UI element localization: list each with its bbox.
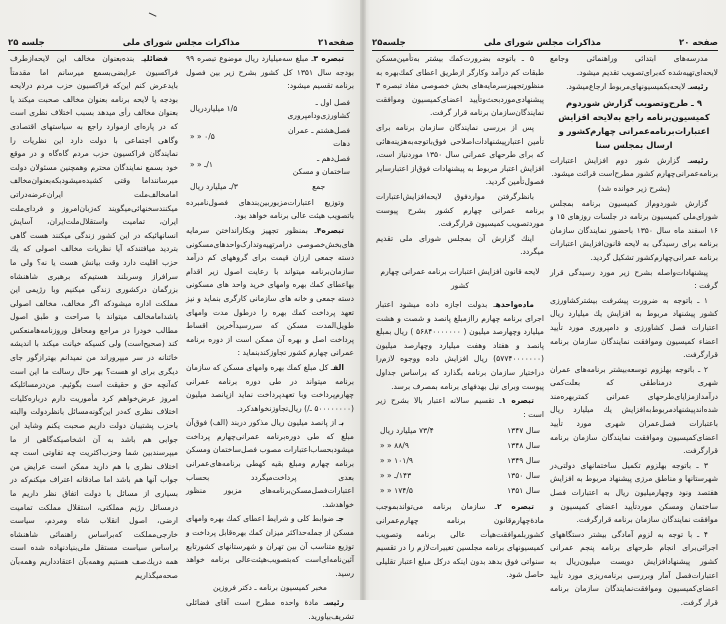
- paragraph: ۲ ـ باتوجه بهلزوم توسعه‌بیشتر برنامه‌های عمران شهری درمناطقی که بعلت‌کمی درآمدازمزایای‌طرحهای عمرانی کمتر‌بهره‌مند شده‌اند‌پیشنهادمربوط‌به‌افزایش یك میلیارد ریال باعتبارات فصل‌عمران شهری مورد تأیید اعضای‌کمیسیون وموافقت نمایندگان سازمان برنامه قرارگرفت.: [550, 364, 718, 456]
- session-number: جلسه ۲۵: [8, 38, 45, 48]
- reading-note: (بشرح زیر خوانده شد): [597, 183, 671, 193]
- table-cell: فصل‌هشتم ـ عمران دهات: [288, 125, 350, 148]
- paragraph-text: ـ لایحه‌بکمیسیونهای‌مربوط ارجاع‌میشود.: [566, 82, 690, 92]
- table-cell: جمع: [312, 181, 326, 191]
- table-cell: فصل اول ـ کشاورزی‌ودامپروری: [287, 97, 350, 120]
- paragraph: پس از بررسی نمایندگان سازمان برنامه برای تأمین اعتبارپیشنهادات‌اصلاحی فوق‌باتوجه‌به‌هزینه‌هائی که برای طرحهای عمرانی سال ۱۳۵۰ موردنیاز است، افزایش اعتبار مربوط به پیشنهادات فوق‌از اعتبارسایر فصول‌تأمین گردید.: [376, 122, 544, 187]
- paragraph-text: ـ سازمان برنامه می‌تواندبموجب مادهٔ‌چهارم‌قانون برنامه چهارم‌عمرانی کشوربلموافقت‌هیأت عالی برنامه وتصویب کمیسیونهای برنامه مجلسین تغییرات‌لازم را در تقسیم سنواتی فوق بدهد بدون اینکه درکل مبلغ اعتبار تقلیلی حاصل شود.: [376, 502, 544, 580]
- paragraph: اینك گزارش آن بمجلس شورای ملی تقدیم میگردد.: [376, 233, 544, 257]
- speaker-label: رئیس: [689, 82, 708, 92]
- clause-label: ج: [338, 514, 344, 524]
- page-number: صفحه ۲۰: [679, 38, 718, 48]
- paragraph-text: ـ بنده‌بعنوان مخالف این لایحه‌ازطرف فراکسیون عرایضی‌بسمع میرسانم اما مقدمتاً بایدعرض کنم این‌که فراکسیون حزب مردم درلایحه بودجه یا لایحه برنامه بعنوان مخالف صحبت میکند یا بعنوان مخالف رأی میدهد بسبب اختلاف نظری است که در پاره‌ای ازموارد راجع به سیاستهای اقتصادی وگاهی اجتماعی با دولت دارد این نظریات را نمایندگان فراکسیون حزب مردم گاه‌گاه و در موقع خود بسمع نمایندگان محترم وهمچنین مسئولان دولت میرساننداما وقتی کشیده‌میشودبکه‌بعنوان‌مخالف امامخالف‌ملت ایران‌عرضه‌دراتی میکنندسخنهائی‌میگویند که‌زبان‌امروز و فردای‌ملت ایران، تمامیت واستقلال‌ملت‌ایران، آسایش انسانهائیکه در این کشور زندگی میکنند هست گاهی بتردید میافتندکه آیا نظریات مخالف اصولی که یك حزب اقلیت دارد وقت بیانش هست یا نه؟ ولی ما سرافراز وسربلند هستیم‌که برهبری شاهنشاه بزرگمان درکشوری زندگی میکنیم وبا رژیمی این مملکت اداره میشودکه اگر مخالف، مخالف اصولی باشد‌امامخالف میتواند با صراحت و طبق اصول مطالب خودرا در مراجع ومحافل وروزنامه‌هامنعکس کند (صحیح‌است) ولی کسیکه خیانت میکند با اندیشه خائنانه در سر میپروراند من نمیدانم بهتراز‌گور جای دیگری برای او هست؟ بهر حال رسالت ما این است که‌آنچه حق و حقیقت است بگوئیم. من‌درمسائلیکه امروز عرض‌خواهم کرد مأموریت دارم درباره‌کلیات اختلاف نظری که‌در این‌گونه‌مسائل بانظردولت والبته باحزب پشتیبان دولت داریم صحبت یکنم وشاید این جوابی هم باشد به آن اشخاصیکه‌گاهی از ما میپرسندبین شما وحزب‌اکثریت چه تفاوتی است چه اختلاف نظری با هم دارید ممکن است عرایض من جواب آنها هم باشد اما صادقانه اعتراف میکنم‌که در بسیاری از مسائل با دولت اتفاق نظر داریم ما درمسائل رژیم مملکتی، استقلال مملکت تمامیت ارضی، اصول انقلاب شاه ومردم، سیاست خارجی‌مملکت که‌براساس راهنمائی شاهنشاه براساس سیاست مستقل ملی‌بنیادنهاده شده است همه دریك‌صف هستیم وهمه‌بآن اعتقادداریم وهمه‌بآن صحه‌میگذاریم: [10, 54, 178, 580]
- table-row: [376, 438, 544, 453]
- table-cell: ۱/۵ میلیاردریال: [190, 104, 238, 114]
- pen-mark: [148, 12, 157, 19]
- table-row: [376, 423, 544, 438]
- rapporteur-signature: مخبر کمیسیون برنامه ـ دکتر فروزین: [212, 583, 327, 593]
- paragraph-text: ـ از پانصد میلیون ریال مذکور دربند (الف) فوق‌آن مبلغ که طی دوره‌برنامه عمرانی‌چهارم پرداخت میشودبحساب‌اعتبارات مصوب فصل‌ساختمان ومسکن برنامه چهارم ومبلغ بقیه کهطی برنامه‌های‌عمرانی بعدی پرداخت‌میگردد بحساب اعتبارات‌فصل‌مسکن‌برنامه‌های مزبور منظور خواهدشد.: [186, 418, 354, 509]
- speaker-label: رئیس: [325, 598, 344, 607]
- paragraph-text: ـ ضوابط کلی و شرایط اعطای کمك بهره وامهای مسکن از جمله‌حداکثر میزان کمك بهره‌قابل پرداخت و توزیع متناسب آن بین تهران و شهرستانهای کشورتابع آئین‌نامه‌ای‌است که‌بتصویب‌هیئت‌عالی برنامه خواهد رسید.: [186, 514, 354, 578]
- table-row: [186, 95, 354, 123]
- paragraph: مدرسه‌های ابتدائی وراهنمائی وجامع لایحه‌ای‌تهیه‌شده که‌برای‌تصویب تقدیم میشود.: [550, 54, 718, 77]
- paragraph: وتوزیع اعتبارات‌مزبوربین‌بندهای فصول‌نامبرده باتصویب هیئت عالی برنامه خواهد بود.: [186, 197, 354, 221]
- paragraph: [186, 596, 354, 623]
- running-title: مذاکرات مجلس شورای ملی: [122, 38, 240, 48]
- clause-label: الف: [333, 362, 344, 372]
- paragraph: ۵ ـ باتوجه بضرورت‌کمك بیشتر به‌تأمین‌مسکن طبقات کم درآمد وکارگر ازطریق اعطای کمك‌بهره به منظورتجهیزسرمایه‌های بخش خصوصی مفاد تبصره ۳ پیشنهادی‌موردبحث‌وتأیید اعضای‌کمیسیون وموافقت نمایندگان‌سازمان برنامه قرار گرفت.: [376, 54, 544, 118]
- page-number: صفحه۲۱: [317, 38, 354, 48]
- table-cell: ۸۸/۹ « «: [380, 441, 409, 451]
- table-cell: سال ۱۳۵۱: [507, 486, 540, 496]
- paragraph: [376, 298, 544, 393]
- paragraph: [550, 154, 718, 181]
- paragraph: [550, 80, 718, 94]
- table-cell: سال ۱۳۴۹: [507, 456, 540, 466]
- note-label: تبصره۴: [316, 225, 344, 235]
- note-label: تبصره ۳: [313, 54, 344, 63]
- table-row: [186, 179, 354, 194]
- table-cell: ۷۳/۴ میلیارد ریال: [380, 426, 434, 436]
- paragraph: [186, 512, 354, 580]
- table-cell: سال ۱۳۵۰: [507, 471, 540, 481]
- paragraph: [186, 52, 354, 93]
- yearly-allocation-table: [376, 423, 544, 498]
- table-cell: ۱۷۴/۵ « «: [380, 486, 413, 496]
- table-row: [376, 453, 544, 468]
- allocation-table: [186, 95, 354, 194]
- right-page-header: [372, 36, 718, 51]
- right-page: [364, 0, 726, 607]
- table-row: [376, 468, 544, 483]
- left-page-header: [8, 36, 354, 51]
- table-row: [376, 483, 544, 498]
- right-page-column-right: [550, 52, 718, 610]
- paragraph-text: ـ مبلغ سه‌میلیارد ریال موضوع تبصره ۹۹ بودجه سال ۱۳۵۱ کل کشور بشرح زیر بین فصول برنامه تقسیم میشود:: [186, 54, 354, 91]
- paragraph: گزارش شوردوم‌از کمیسیون برنامه بمجلس شورای‌ملی کمیسیون برنامه در جلسات روزهای ۱۵ و ۱۶ اسفند ماه سال ۱۳۵۰ باحضور نمایندگان سازمان برنامه برای رسیدگی به لایحه قانون‌افزایش اعتبارات برنامه عمرانی‌چهارم‌کشور تشکیل گردید.: [550, 198, 718, 262]
- paragraph: ۴ ـ با توجه به لزوم آمادگی بیشتر دستگاههای اجرائی‌برای انجام طرحهای برنامه پنجم عمرانی کشور پیشنهادافزایش دویست میلیون‌ریال به اعتبارات‌فصل آمار وبررسی برنامه‌ریزی مورد تأیید اعضای‌کمیسیون وموافقت‌نمایندگان سازمان برنامه قرار گرفت.: [550, 529, 718, 607]
- speaker-label: رئیس: [689, 155, 708, 165]
- table-cell: ۱۴۳/ـ « «: [380, 471, 412, 481]
- table-cell: سال ۱۳۴۷: [507, 426, 540, 436]
- speaker-label: فضائلی: [143, 54, 168, 63]
- paragraph: [376, 394, 544, 421]
- paragraph: ۱ ـ باتوجه به ضرورت پیشرفت بیشترکشاورزی کشور پیشنهاد مربوط به افزایش یك میلیارد ریال اعتبارات فصل کشاورزی و دامپروری مورد تأیید اعضاء کمیسیون وموافقت نمایندگان سازمان برنامه قرارگرفت.: [550, 295, 718, 360]
- table-cell: فصل‌دهم ـ ساختمان و مسکن: [292, 153, 350, 176]
- paragraph: [376, 500, 544, 582]
- paragraph: [186, 416, 354, 511]
- table-row: [186, 123, 354, 151]
- right-page-column-left: [376, 52, 544, 583]
- table-cell: ۱۰۱/۹ « «: [380, 456, 413, 466]
- table-cell: سال ۱۳۴۸: [507, 441, 540, 451]
- paragraph-text: ـ بمنظور تجهیز وبکارانداختن سرمایه های‌بخش‌خصوصی درامرتهیه‌وتدارک‌واحدهای‌مسکونی دسته جمعی ارزان قیمت برای گروههای کم درآمد سازمان‌برنامه میتواند با رعایت اصول زیر اقدام بهاعطای کمك بهره وامهای خرید واحد های مسکونی دسته جمعی و خانه های سازمانی کارگری بنماید و نیز تعهد پرداخت کمك بهره را درطول مدت وامهای طویل‌المدت مسکن که سررسیدآخرین اقساط پرداخت اصل و بهره آن ممکن است از دوره برنامه عمرانی چهارم کشور تجاوزکندبنماید :: [186, 225, 354, 358]
- paragraph: [10, 52, 178, 582]
- paragraph-text: ـ گزارش شور دوم افزایش اعتبارات برنامه‌عمرانی‌چهارم کشور مطرح‌است قرائت میشود.: [550, 155, 718, 179]
- left-page: [0, 0, 362, 621]
- running-title: مذاکرات مجلس شورای ملی: [483, 38, 601, 48]
- table-cell: ۰/۵ « «: [190, 132, 215, 142]
- left-page-column-left: [10, 52, 178, 583]
- table-cell: ۳/ـ میلیارد ریال: [190, 181, 238, 191]
- paragraph: [186, 224, 354, 360]
- paragraph-text: ـ مادهٔ واحده مطرح است آقای فضائلی تشریف‌بیاورید.: [186, 598, 354, 621]
- left-page-column-right: [186, 52, 354, 624]
- paragraph-text: ـ تقسیم سالانه اعتبار بالا بشرح زیر است :: [376, 396, 544, 419]
- paragraph-text: ـ بدولت اجازه داده میشود اعتبار اجرای برنامه چهارم راازمبلغ پانصد و شصت و هشت میلیارد وچهارصد میلیون ( ۵۶۸۴۰۰۰۰۰۰۰ ) ریال بمبلغ پانصد و هفتاد وهفت میلیارد وچهارصد میلیون (۵۷۷۴۰۰۰۰۰۰۰) ریال افزایش داده ووجوه لازم‌را دراختیار سازمان برنامه بگذارد که براساس جداول پیوست وبرای نیل بهدفهای برنامه بمصرف برسد.: [376, 300, 544, 391]
- note-label: تبصره ۱: [501, 396, 534, 406]
- agenda-item-heading: ۹ ـ طرح‌وتصویب گزارش شوردوم کمیسیون‌برنامه راجع به‌لایحه افزایش اعتبارات‌برنامه‌عمرانی چهارم‌کشور و ارسال بمجلس سنا: [558, 97, 710, 150]
- paragraph: [186, 361, 354, 415]
- table-cell: ۱/ـ « «: [190, 160, 213, 170]
- session-number: جلسه۲۵: [372, 38, 406, 48]
- note-label: تبصره ۲: [497, 502, 534, 512]
- clause-label: ب: [341, 418, 344, 428]
- paragraph: پیشنهادات‌واصله بشرح زیر مورد رسیدگی قرار گرفت :: [550, 267, 718, 291]
- table-row: [186, 151, 354, 179]
- article-label: ماده‌واحده: [495, 300, 534, 310]
- paragraph: بانظر‌گرفتن مواردفوق لایحه‌افزایش‌اعتبارات برنامه عمرانی چهارم کشور بشرح پیوست موردتصویب کمیسیون قرارگرفت.: [376, 191, 544, 229]
- bill-title: لایحه قانون افزایش اعتبارات برنامه عمرانی چهارم کشور: [380, 266, 540, 290]
- paragraph-text: ـ کل مبلغ کمك بهره وامهای مسکن که سازمان برنامه میتواند در طی دوره برنامه عمرانی چهارم‌پرداخت وبا تعهدپرداخت نماید ازپانصد میلیون (۵۰۰۰۰۰۰۰۰ ـ/) ریال‌تجاوزنخواهدکرد.: [186, 362, 354, 413]
- paragraph: ۳ ـ باتوجه بهلزوم تکمیل ساختمانهای دولتی‌در شهرستانها و مناطق مرزی پیشنهاد مربوط به افزایش هفتصد ونود وچهارمیلیون ریال به اعتبارات فصل ساختمان ومسکن مورد‌تأیید اعضای کمیسیون و موافقت نمایندگان سازمان برنامه قرارگرفت.: [550, 460, 718, 525]
